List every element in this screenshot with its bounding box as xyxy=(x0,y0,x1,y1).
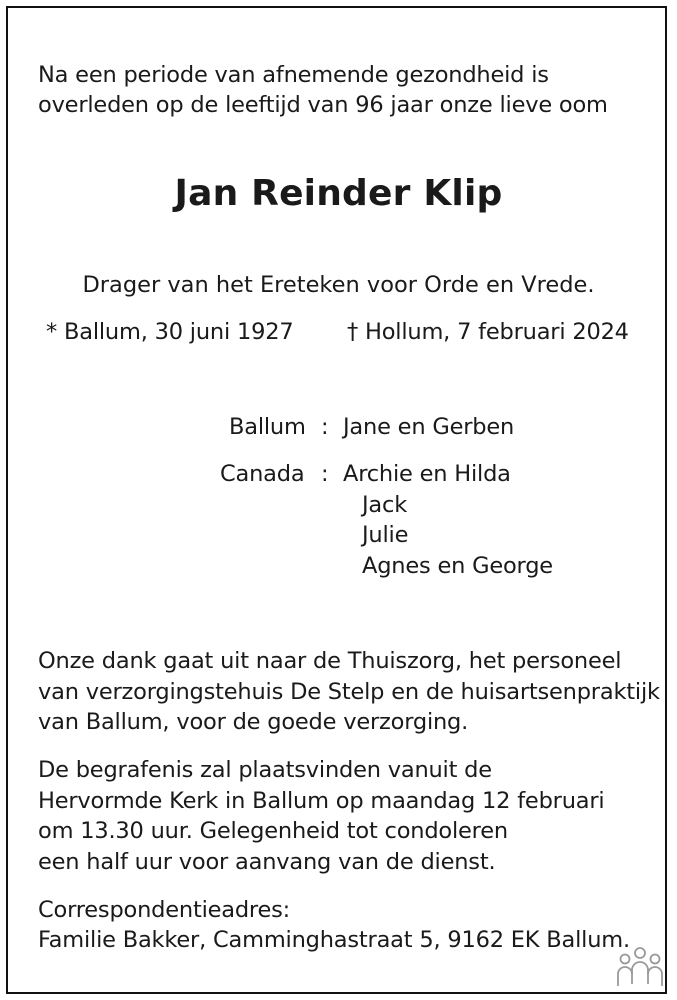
intro-line-2: overleden op de leeftijd van 96 jaar onze lieve oom xyxy=(38,92,608,118)
funeral-line-2: Hervormde Kerk in Ballum op maandag 12 februari xyxy=(38,788,605,814)
funeral-line-3: om 13.30 uur. Gelegenheid tot condoleren xyxy=(38,818,508,844)
family-colon-canada: : xyxy=(321,461,329,487)
family-names-canada: Archie en Hilda xyxy=(343,461,511,487)
honor-line: Drager van het Ereteken voor Orde en Vrede. xyxy=(82,272,595,298)
people-group-icon xyxy=(615,944,665,990)
deceased-name: Jan Reinder Klip xyxy=(174,173,503,214)
family-place-ballum: Ballum xyxy=(229,414,306,440)
family-child: Julie xyxy=(362,522,409,548)
correspondence-address: Familie Bakker, Camminghastraat 5, 9162 EK Ballum. xyxy=(38,927,630,953)
death-date: † Hollum, 7 februari 2024 xyxy=(347,319,629,345)
family-colon-ballum: : xyxy=(321,414,329,440)
thanks-line-2: van verzorgingstehuis De Stelp en de huisartsenpraktijk xyxy=(38,679,660,705)
funeral-line-1: De begrafenis zal plaatsvinden vanuit de xyxy=(38,757,492,783)
funeral-line-4: een half uur voor aanvang van de dienst. xyxy=(38,849,496,875)
family-names-ballum: Jane en Gerben xyxy=(343,414,515,440)
birth-date: * Ballum, 30 juni 1927 xyxy=(46,319,294,345)
thanks-line-1: Onze dank gaat uit naar de Thuiszorg, het personeel xyxy=(38,648,622,674)
thanks-line-3: van Ballum, voor de goede verzorging. xyxy=(38,709,469,735)
family-child: Agnes en George xyxy=(362,553,553,579)
correspondence-label: Correspondentieadres: xyxy=(38,897,291,923)
family-child: Jack xyxy=(362,492,408,518)
intro-line-1: Na een periode van afnemende gezondheid is xyxy=(38,62,549,88)
family-place-canada: Canada xyxy=(220,461,305,487)
